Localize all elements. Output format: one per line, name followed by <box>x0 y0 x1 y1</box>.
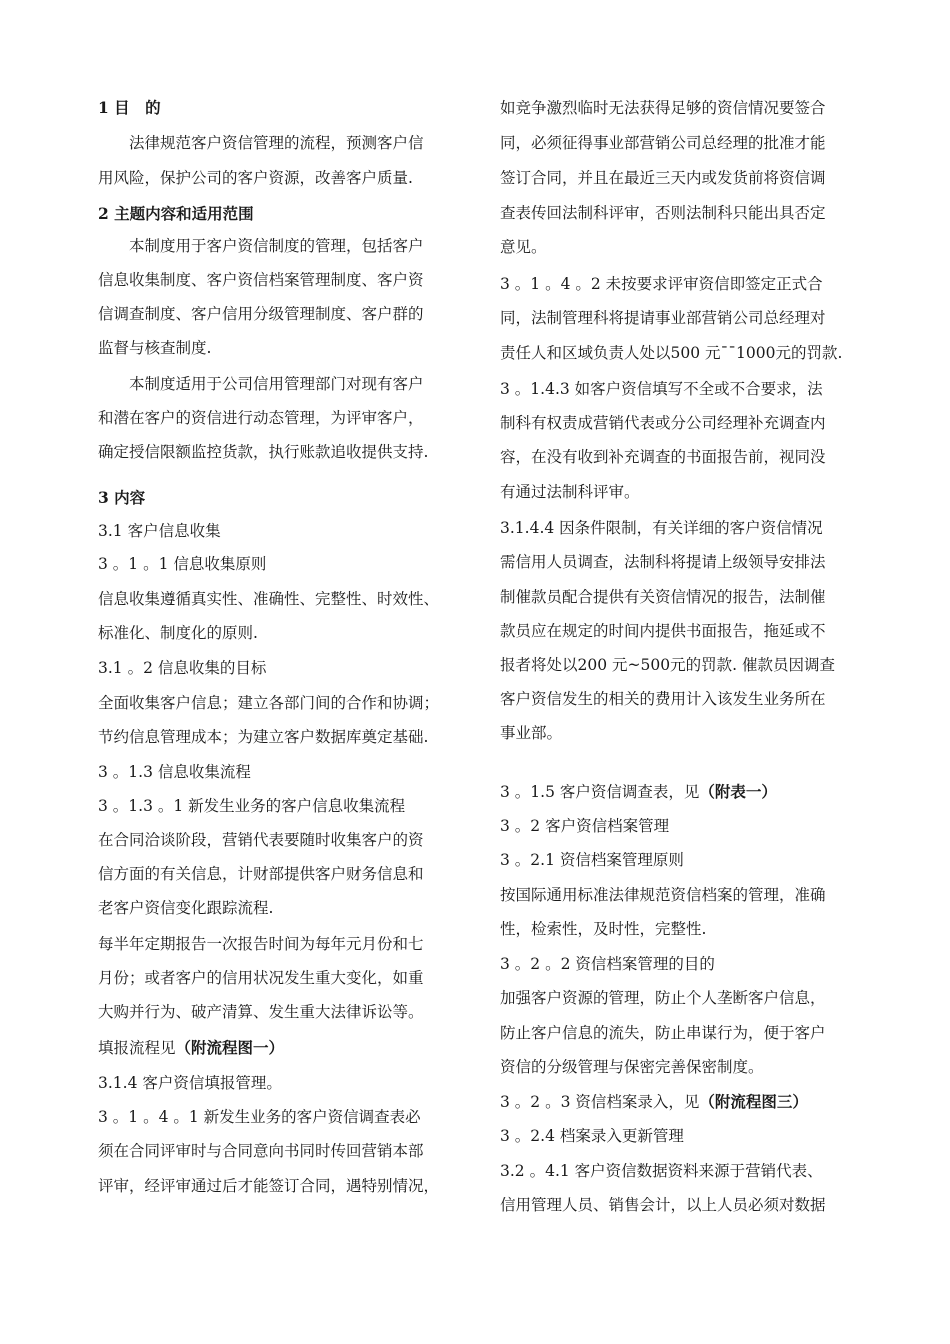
text-line <box>98 967 424 989</box>
line-text: 报者将处以200 元~500元的罚款. 催款员因调查 <box>500 656 835 674</box>
text-line <box>500 378 823 400</box>
text-line <box>98 337 211 359</box>
text-line <box>98 622 258 644</box>
text-line <box>500 412 826 434</box>
line-text: 1 目 的 <box>98 98 161 117</box>
line-text: 本制度用于客户资信制度的管理，包括客户 <box>129 237 424 255</box>
text-line <box>98 97 161 119</box>
line-text: 老客户资信变化跟踪流程. <box>98 899 274 917</box>
text-line <box>500 884 826 906</box>
line-text: 须在合同评审时与合同意向书同时传回营销本部 <box>98 1142 424 1160</box>
text-line <box>98 692 439 714</box>
line-text: 2 主题内容和适用范围 <box>98 204 254 223</box>
line-text: 信息收集遵循真实性、准确性、完整性、时效性、 <box>98 590 440 608</box>
line-text: 容，在没有收到补充调查的书面报告前，视同没 <box>500 448 826 466</box>
line-text: 3 。1 。4 。1 新发生业务的客户资信调查表必 <box>98 1108 421 1126</box>
line-text: 3.1.4 客户资信填报管理。 <box>98 1074 282 1092</box>
line-text: 3 。2.4 档案录入更新管理 <box>500 1127 684 1145</box>
text-line <box>98 1140 424 1162</box>
line-text: 如竞争激烈临时无法获得足够的资信情况要签合 <box>500 99 826 117</box>
text-line <box>98 1037 284 1059</box>
text-line <box>98 553 266 575</box>
line-text: 法律规范客户资信管理的流程，预测客户信 <box>129 134 424 152</box>
text-line <box>500 236 547 258</box>
line-text: 意见。 <box>500 238 547 256</box>
text-line <box>98 132 424 154</box>
text-line <box>98 863 424 885</box>
line-text: 评审，经评审通过后才能签订合同，遇特别情况， <box>98 1177 440 1195</box>
line-text: 性，检索性，及时性，完整性. <box>500 920 707 938</box>
line-text: 月份；或者客户的信用状况发生重大变化，如重 <box>98 969 424 987</box>
line-text: 制科有权责成营销代表或分公司经理补充调查内 <box>500 414 826 432</box>
line-text: 3 。1.3 信息收集流程 <box>98 763 251 781</box>
line-text: 加强客户资源的管理，防止个人垄断客户信息， <box>500 989 826 1007</box>
line-text: 3 。1 。4 。2 未按要求评审资信即签定正式合 <box>500 275 823 293</box>
line-text: 查表传回法制科评审，否则法制科只能出具否定 <box>500 204 826 222</box>
text-line <box>500 1125 684 1147</box>
line-text: 在合同洽谈阶段，营销代表要随时收集客户的资 <box>98 831 424 849</box>
line-text: 事业部。 <box>500 724 563 742</box>
text-line <box>98 588 439 610</box>
line-text: 填报流程见 <box>98 1039 176 1057</box>
text-line <box>98 897 273 919</box>
text-line <box>98 829 424 851</box>
text-line <box>500 1056 764 1078</box>
text-line <box>500 481 640 503</box>
line-text: 本制度适用于公司信用管理部门对现有客户 <box>129 375 424 393</box>
line-text: 信息收集制度、客户资信档案管理制度、客户资 <box>98 271 424 289</box>
line-text: 节约信息管理成本；为建立客户数据库奠定基础. <box>98 728 429 746</box>
text-line <box>98 520 221 542</box>
text-line <box>98 373 424 395</box>
text-line <box>98 269 424 291</box>
text-line <box>500 202 826 224</box>
text-line <box>500 849 684 871</box>
text-line <box>98 203 254 225</box>
text-line <box>500 132 826 154</box>
text-line <box>500 517 823 539</box>
line-text: 3 。2 。2 资信档案管理的目的 <box>500 955 715 973</box>
text-line <box>98 303 424 325</box>
text-line <box>98 487 145 509</box>
text-line <box>98 1001 424 1023</box>
line-text: 大购并行为、破产清算、发生重大法律诉讼等。 <box>98 1003 424 1021</box>
text-line <box>500 97 826 119</box>
line-text: 防止客户信息的流失，防止串谋行为，便于客户 <box>500 1024 826 1042</box>
line-text: 监督与核查制度. <box>98 339 212 357</box>
line-text: 3 。2.1 资信档案管理原则 <box>500 851 684 869</box>
line-text: 用风险，保护公司的客户资源，改善客户质量. <box>98 169 413 187</box>
text-line <box>500 167 826 189</box>
line-text: 按国际通用标准法律规范资信档案的管理，准确 <box>500 886 826 904</box>
line-text: 责任人和区域负责人处以500 元¯¯1000元的罚款. <box>500 344 843 362</box>
right-column <box>500 97 860 1237</box>
bold-reference: （附表一） <box>699 782 777 801</box>
text-line <box>500 620 826 642</box>
text-line <box>500 446 826 468</box>
text-line <box>98 657 266 679</box>
text-line <box>500 815 669 837</box>
line-text: 3 。2 客户资信档案管理 <box>500 817 670 835</box>
text-line <box>500 654 835 676</box>
line-text: 客户资信发生的相关的费用计入该发生业务所在 <box>500 690 826 708</box>
text-line <box>98 1072 282 1094</box>
line-text: 签订合同，并且在最近三天内或发货前将资信调 <box>500 169 826 187</box>
line-text: 信用管理人员、销售会计，以上人员必须对数据 <box>500 1196 826 1214</box>
line-text: 同，必须征得事业部营销公司总经理的批准才能 <box>500 134 826 152</box>
text-line <box>98 441 428 463</box>
text-line <box>98 1175 439 1197</box>
line-text: 3 。1 。1 信息收集原则 <box>98 555 267 573</box>
text-line <box>500 1194 826 1216</box>
text-line <box>500 722 562 744</box>
left-column <box>98 97 473 1217</box>
text-line <box>500 586 826 608</box>
text-line <box>500 781 777 803</box>
text-line <box>500 1160 823 1182</box>
text-line <box>500 307 826 329</box>
line-text: 全面收集客户信息；建立各部门间的合作和协调； <box>98 694 440 712</box>
line-text: 需信用人员调查，法制科将提请上级领导安排法 <box>500 553 826 571</box>
line-text: 3 。1.5 客户资信调查表，见 <box>500 783 700 801</box>
line-text: 每半年定期报告一次报告时间为每年元月份和七 <box>98 935 424 953</box>
text-line <box>98 235 424 257</box>
bold-reference: （附流程图三） <box>699 1092 808 1111</box>
line-text: 3 内容 <box>98 488 146 507</box>
line-text: 信调查制度、客户信用分级管理制度、客户群的 <box>98 305 424 323</box>
line-text: 3.2 。4.1 客户资信数据资料来源于营销代表、 <box>500 1162 823 1180</box>
text-line <box>98 761 251 783</box>
text-line <box>500 953 715 975</box>
text-line <box>98 726 428 748</box>
text-line <box>500 918 706 940</box>
text-line <box>500 1091 808 1113</box>
text-line <box>500 987 826 1009</box>
text-line <box>98 1106 421 1128</box>
line-text: 3 。2 。3 资信档案录入，见 <box>500 1093 700 1111</box>
line-text: 3.1.4.4 因条件限制，有关详细的客户资信情况 <box>500 519 823 537</box>
line-text: 3.1 。2 信息收集的目标 <box>98 659 267 677</box>
line-text: 3 。1.4.3 如客户资信填写不全或不合要求，法 <box>500 380 823 398</box>
line-text: 3.1 客户信息收集 <box>98 522 221 540</box>
text-line <box>98 167 413 189</box>
line-text: 确定授信限额监控货款，执行账款追收提供支持. <box>98 443 429 461</box>
text-line <box>98 933 424 955</box>
text-line <box>98 407 424 429</box>
line-text: 制催款员配合提供有关资信情况的报告，法制催 <box>500 588 826 606</box>
text-line <box>500 688 826 710</box>
text-line <box>98 795 405 817</box>
text-line <box>500 1022 826 1044</box>
line-text: 和潜在客户的资信进行动态管理，为评审客户， <box>98 409 424 427</box>
text-line <box>500 273 823 295</box>
text-line <box>500 551 826 573</box>
line-text: 信方面的有关信息，计财部提供客户财务信息和 <box>98 865 424 883</box>
line-text: 同，法制管理科将提请事业部营销公司总经理对 <box>500 309 826 327</box>
line-text: 3 。1.3 。1 新发生业务的客户信息收集流程 <box>98 797 406 815</box>
bold-reference: （附流程图一） <box>175 1038 285 1057</box>
line-text: 标准化、制度化的原则. <box>98 624 258 642</box>
line-text: 款员应在规定的时间内提供书面报告，拖延或不 <box>500 622 826 640</box>
line-text: 资信的分级管理与保密完善保密制度。 <box>500 1058 764 1076</box>
line-text: 有通过法制科评审。 <box>500 483 640 501</box>
text-line <box>500 342 842 364</box>
